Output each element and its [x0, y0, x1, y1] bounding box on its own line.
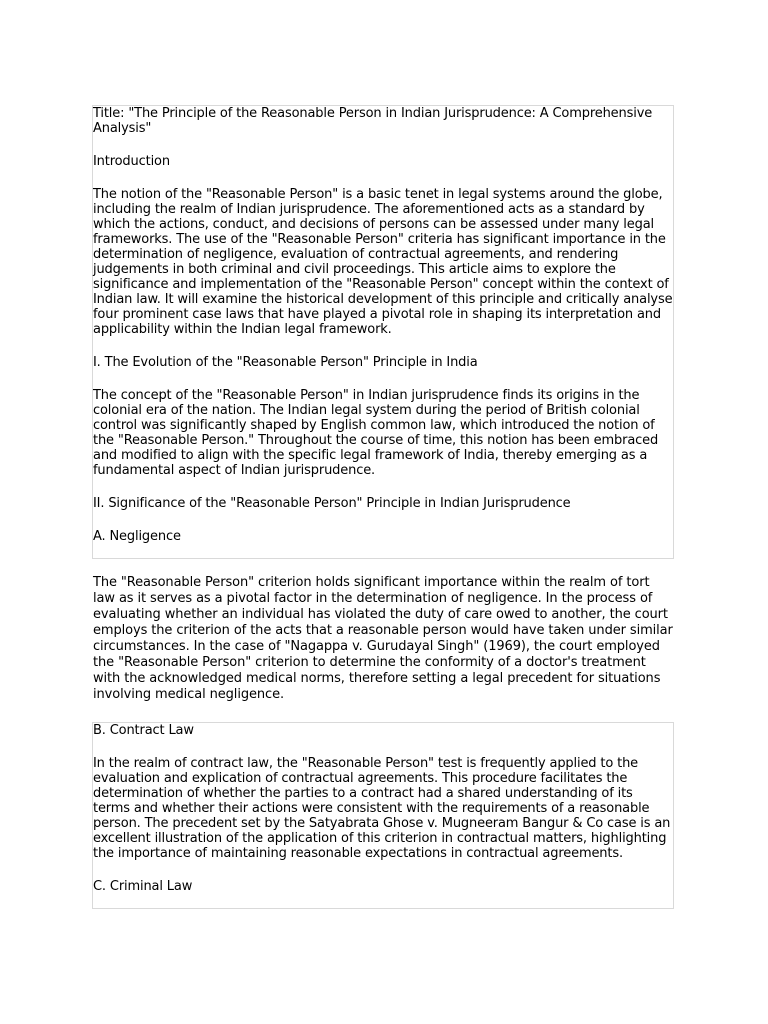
- introduction-heading: Introduction: [93, 154, 170, 169]
- section-1-heading: I. The Evolution of the "Reasonable Person" Principle in India: [93, 355, 478, 370]
- section-1-paragraph: The concept of the "Reasonable Person" in Indian jurisprudence finds its origins in the colonial era of the nation. The Indian legal system during the period of British colonial control was significantly shaped by English common law, which introduced the notion of the "Reasonable Person." Throughout the course of time, this notion has been embraced and modified to align with the specific legal framework of India, thereby emerging as a fundamental aspect of Indian jurisprudence.: [93, 388, 659, 478]
- text-block-intro: [92, 105, 674, 559]
- section-2-heading: II. Significance of the "Reasonable Person" Principle in Indian Jurisprudence: [93, 496, 571, 511]
- criminal-heading: C. Criminal Law: [93, 879, 193, 894]
- negligence-paragraph: The "Reasonable Person" criterion holds significant importance within the realm of tort law as it serves as a pivotal factor in the determination of negligence. In the process of evaluating whether an individual has violated the duty of care owed to another, the court employs the criterion of the acts that a reasonable person would have taken under similar circumstances. In the case of "Nagappa v. Gurudayal Singh" (1969), the court employed the "Reasonable Person" criterion to determine the conformity of a doctor's treatment with the acknowledged medical norms, therefore setting a legal precedent for situations involving medical negligence.: [93, 575, 673, 702]
- negligence-paragraph-block: [93, 575, 675, 703]
- introduction-paragraph: The notion of the "Reasonable Person" is a basic tenet in legal systems around the globe, including the realm of Indian jurisprudence. The aforementioned acts as a standard by which the actions, conduct, and decisions of persons can be assessed under many legal frameworks. The use of the "Reasonable Person" criteria has significant importance in the determination of negligence, evaluation of contractual agreements, and rendering judgements in both criminal and civil proceedings. This article aims to explore the significance and implementation of the "Reasonable Person" concept within the context of Indian law. It will examine the historical development of this principle and critically analyse four prominent case laws that have played a pivotal role in shaping its interpretation and applicability within the Indian legal framework.: [93, 187, 673, 337]
- negligence-heading: A. Negligence: [93, 529, 181, 544]
- document-title: Title: "The Principle of the Reasonable Person in Indian Jurisprudence: A Comprehensive Analysis": [93, 106, 653, 136]
- text-block-contract: [92, 722, 674, 909]
- contract-paragraph: In the realm of contract law, the "Reasonable Person" test is frequently applied to the evaluation and explication of contractual agreements. This procedure facilitates the determination of whether the parties to a contract had a shared understanding of its terms and whether their actions were consistent with the requirements of a reasonable person. The precedent set by the Satyabrata Ghose v. Mugneeram Bangur & Co case is an excellent illustration of the application of this criterion in contractual matters, highlighting the importance of maintaining reasonable expectations in contractual agreements.: [93, 756, 671, 861]
- contract-heading: B. Contract Law: [93, 723, 194, 738]
